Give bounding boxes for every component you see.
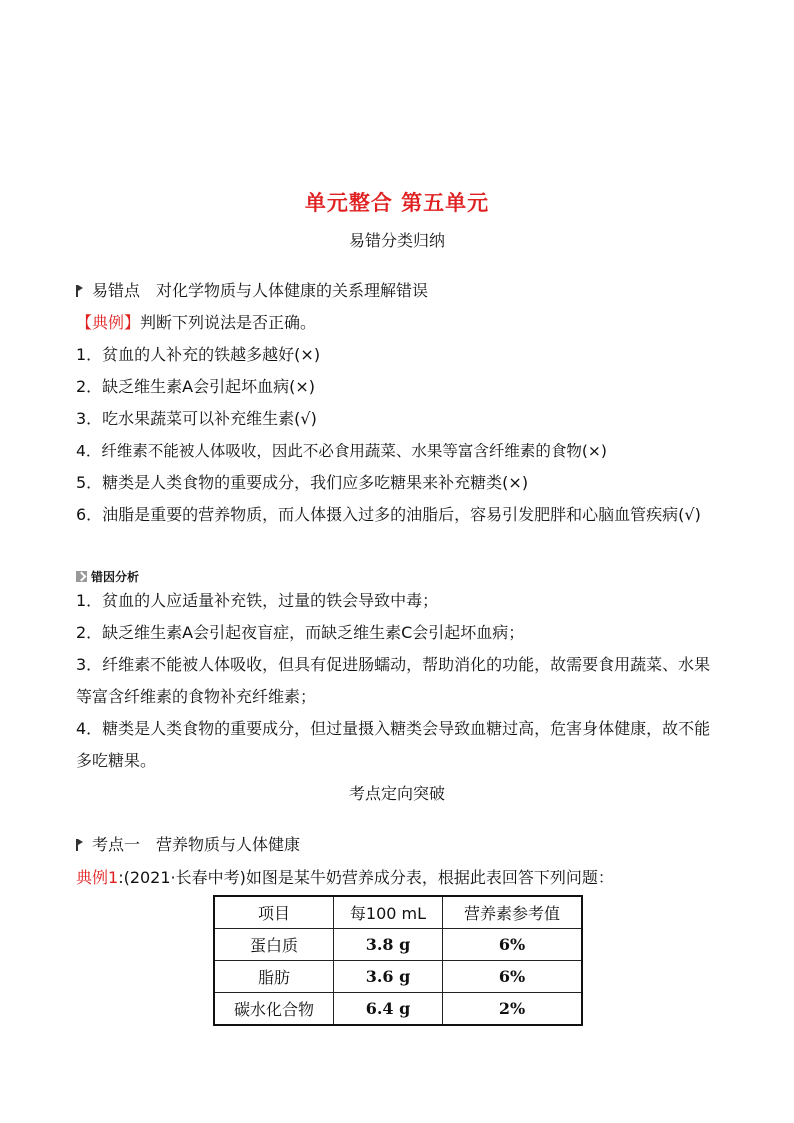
analysis-icon	[76, 571, 87, 582]
example-item: 2．缺乏维生素A会引起坏血病(×)	[76, 377, 316, 396]
nutrition-table	[213, 895, 583, 1026]
example-item: 4．纤维素不能被人体吸收，因此不必食用蔬菜、水果等富含纤维素的食物(×)	[76, 442, 607, 460]
example1-line	[76, 867, 726, 889]
table-header: 每100 mL	[334, 896, 443, 929]
page-title: 单元整合 第五单元	[304, 191, 490, 215]
example-item: 6．油脂是重要的营养物质，而人体摄入过多的油脂后，容易引发肥胖和心脑血管疾病(√)	[76, 505, 701, 524]
analysis-heading	[76, 565, 726, 588]
example-tag: 【典例】	[76, 313, 141, 332]
analysis-item: 3．纤维素不能被人体吸收，但具有促进肠蠕动，帮助消化的功能，故需要食用蔬菜、水果等富含纤维素的食物补充纤维素；	[76, 655, 711, 706]
example-item: 1．贫血的人补充的铁越多越好(×)	[76, 345, 321, 364]
table-cell: 6%	[443, 961, 583, 993]
error-point-text: 对化学物质与人体健康的关系理解错误	[156, 281, 429, 300]
example1-text: :(2021·长春中考)如图是某牛奶营养成分表，根据此表回答下列问题：	[118, 868, 614, 887]
analysis-item: 4．糖类是人类食物的重要成分，但过量摄入糖类会导致血糖过高，危害身体健康，故不能多吃糖果。	[76, 719, 711, 770]
point-text: 营养物质与人体健康	[156, 835, 301, 854]
section-heading: 考点定向突破	[348, 784, 445, 803]
table-cell: 6.4 g	[334, 993, 443, 1026]
page-subtitle: 易错分类归纳	[348, 231, 445, 250]
example-item: 3．吃水果蔬菜可以补充维生素(√)	[76, 409, 317, 428]
table-header: 营养素参考值	[443, 896, 583, 929]
table-cell: 3.8 g	[334, 929, 443, 961]
error-point-label: 易错点	[92, 281, 141, 300]
point-heading	[76, 834, 726, 856]
table-row	[214, 961, 582, 993]
table-row	[214, 993, 582, 1026]
example-prompt-line	[76, 312, 726, 334]
analysis-item: 2．缺乏维生素A会引起夜盲症，而缺乏维生素C会引起坏血病；	[76, 623, 525, 642]
table-cell: 蛋白质	[214, 929, 334, 961]
example-item: 5．糖类是人类食物的重要成分，我们应多吃糖果来补充糖类(×)	[76, 473, 529, 492]
table-header: 项目	[214, 896, 334, 929]
error-point-heading	[76, 280, 726, 302]
table-cell: 2%	[443, 993, 583, 1026]
table-header-row	[214, 896, 582, 929]
example1-tag: 典例1	[76, 868, 119, 887]
analysis-item: 1．贫血的人应适量补充铁，过量的铁会导致中毒；	[76, 591, 439, 610]
table-cell: 6%	[443, 929, 583, 961]
table-row	[214, 929, 582, 961]
point-label: 考点一	[92, 835, 141, 854]
flag-icon	[76, 839, 84, 851]
table-cell: 碳水化合物	[214, 993, 334, 1026]
analysis-heading-label: 错因分析	[91, 570, 140, 584]
example-prompt: 判断下列说法是否正确。	[140, 313, 317, 332]
flag-icon	[76, 285, 84, 297]
table-cell: 3.6 g	[334, 961, 443, 993]
table-cell: 脂肪	[214, 961, 334, 993]
